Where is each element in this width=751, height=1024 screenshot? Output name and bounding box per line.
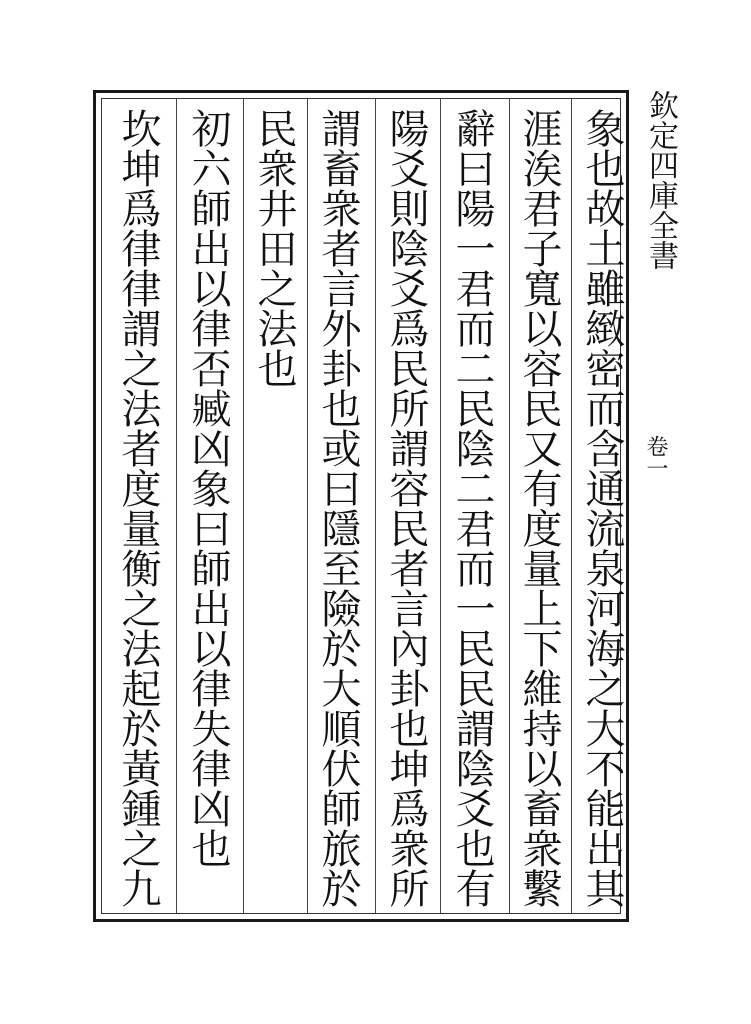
column-rule bbox=[440, 98, 441, 914]
text-column-4: 陽爻則陰爻爲民所謂容民者言內卦也坤爲衆所 bbox=[383, 108, 429, 908]
column-rule bbox=[375, 98, 376, 914]
volume-label: 卷一 bbox=[643, 435, 668, 479]
column-rule bbox=[243, 98, 244, 914]
book-title: 欽定四庫全書 bbox=[643, 90, 678, 270]
column-rule bbox=[176, 98, 177, 914]
text-column-8: 坎坤爲律律謂之法者度量衡之法起於黃鍾之九 bbox=[115, 108, 161, 908]
text-column-1: 象也故土雖緻密而含通流泉河海之大不能出其 bbox=[579, 108, 625, 908]
text-column-7: 初六師出以律否臧凶象曰師出以律失律凶也 bbox=[185, 108, 231, 868]
text-column-5: 謂畜衆者言外卦也或曰隱至險於大順伏師旅於 bbox=[315, 108, 361, 908]
column-rule bbox=[307, 98, 308, 914]
text-column-6: 民衆井田之法也 bbox=[251, 108, 297, 388]
text-column-2: 涯涘君子寬以容民又有度量上下維持以畜衆繫 bbox=[516, 108, 562, 908]
column-rule bbox=[509, 98, 510, 914]
column-rule bbox=[571, 98, 572, 914]
text-column-3: 辭曰陽一君而二民陰二君而一民民謂陰爻也有 bbox=[449, 108, 495, 908]
